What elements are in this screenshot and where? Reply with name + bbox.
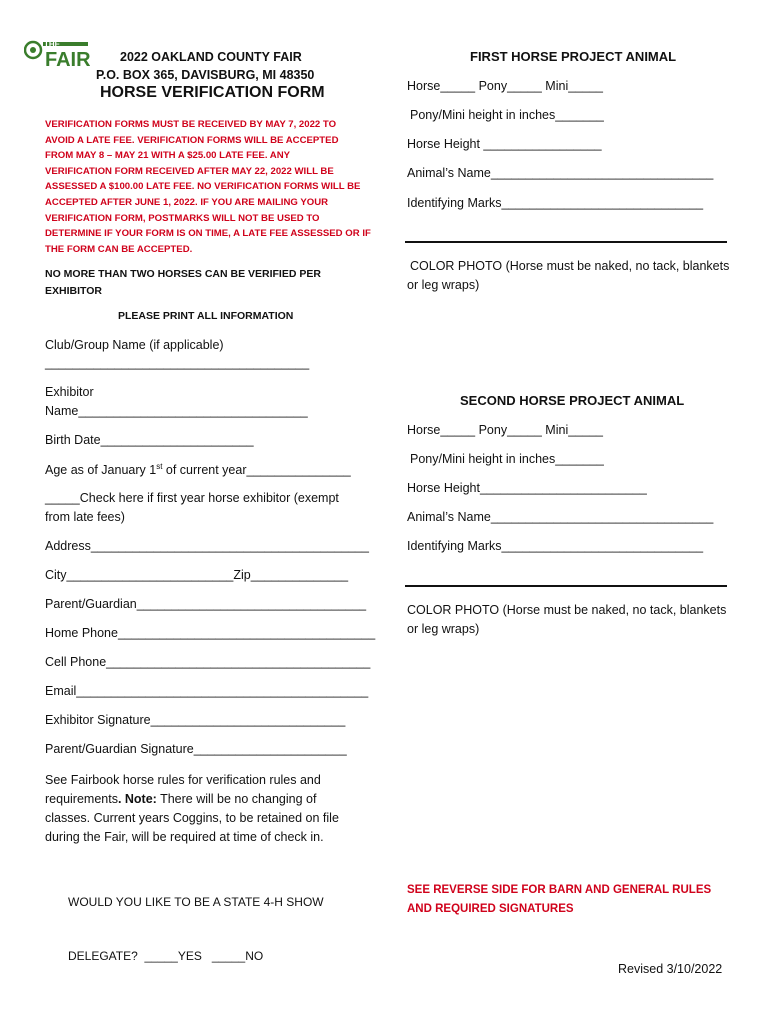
photo-note-line: or leg wraps) [407,278,480,292]
age-suffix: of current year_______________ [162,463,351,478]
photo-note-line: COLOR PHOTO (Horse must be naked, no tack, blankets [407,603,727,617]
reverse-side-note [407,881,711,919]
reverse-note-line: SEE REVERSE SIDE FOR BARN AND GENERAL RULES [407,884,712,896]
fairbook-note-label: . Note: [117,792,157,806]
logo-text-top: THE [44,40,60,49]
first-horse-height-field[interactable]: Horse Height _________________ [407,137,602,151]
second-animal-type-field[interactable]: Horse_____ Pony_____ Mini_____ [407,423,603,437]
fair-logo [24,38,90,68]
warning-line: VERIFICATION FORM RECEIVED AFTER MAY 22, 2022 WILL BE [45,165,334,177]
fairbook-no-changes: There will be no changing of [156,792,317,806]
warning-line: VERIFICATION FORMS MUST BE RECEIVED BY MAY 7, 2022 TO [45,119,337,130]
exhibitor-name-field[interactable]: Name_________________________________ [45,404,308,418]
first-year-note: from late fees) [45,510,125,524]
fairbook-requirements: requirements [45,792,118,806]
birth-date-field[interactable]: Birth Date______________________ [45,433,254,447]
first-identifying-marks-field[interactable]: Identifying Marks_____________________________ [407,196,704,210]
cell-phone-field[interactable]: Cell Phone______________________________________ [45,655,371,669]
warning-line: FROM MAY 8 – MAY 21 WITH A $25.00 LATE FEE. ANY [45,150,291,162]
reverse-note-line: AND REQUIRED SIGNATURES [407,903,574,915]
address-field[interactable]: Address________________________________________ [45,539,369,553]
fairbook-line: classes. Current years Coggins, to be retained on file [45,811,339,825]
warning-line: VERIFICATION FORM, POSTMARKS WILL NOT BE USED TO [45,212,320,224]
late-fee-warning [45,117,371,257]
delegate-line: WOULD YOU LIKE TO BE A STATE 4-H SHOW [68,895,324,909]
club-name-label: Club/Group Name (if applicable) [45,338,224,352]
second-photo-note [407,601,726,639]
first-animal-type-field[interactable]: Horse_____ Pony_____ Mini_____ [407,79,603,93]
warning-line: ACCEPTED AFTER JUNE 1, 2022. IF YOU ARE MAILING YOUR [45,196,329,208]
city-zip-field[interactable]: City________________________Zip______________ [45,568,349,582]
second-animal-title: SECOND HORSE PROJECT ANIMAL [460,393,685,408]
fairbook-line [45,790,339,809]
exhibitor-signature-field[interactable]: Exhibitor Signature____________________________ [45,713,346,727]
age-field[interactable] [45,462,351,477]
first-pony-height-field[interactable]: Pony/Mini height in inches_______ [410,108,604,122]
warning-line: AVOID A LATE FEE. VERIFICATION FORMS WILL BE ACCEPTED [45,134,339,146]
print-note: PLEASE PRINT ALL INFORMATION [118,310,294,322]
fair-address: P.O. BOX 365, DAVISBURG, MI 48350 [96,68,315,82]
fairbook-line: See Fairbook horse rules for verification rules and [45,773,321,787]
photo-note-line: or leg wraps) [407,622,480,636]
delegate-question[interactable] [68,857,324,983]
horse-limit-line: NO MORE THAN TWO HORSES CAN BE VERIFIED PER [45,268,321,280]
parent-signature-field[interactable]: Parent/Guardian Signature______________________ [45,742,347,756]
fairbook-note [45,771,339,847]
first-animal-name-field[interactable]: Animal’s Name________________________________ [407,166,714,180]
first-animal-title: FIRST HORSE PROJECT ANIMAL [470,49,677,64]
horse-limit-note [45,266,321,300]
fair-logo-graphic [24,38,90,68]
form-title: HORSE VERIFICATION FORM [100,84,325,101]
second-animal-divider [405,585,727,587]
second-pony-height-field[interactable]: Pony/Mini height in inches_______ [410,452,604,466]
warning-line: ASSESSED A $100.00 LATE FEE. NO VERIFICATION FORMS WILL BE [45,181,361,193]
home-phone-field[interactable]: Home Phone_____________________________________ [45,626,376,640]
age-superscript: st [156,462,163,471]
logo-text-main: FAIR [45,49,90,68]
email-field[interactable]: Email__________________________________________ [45,684,369,698]
parent-guardian-field[interactable]: Parent/Guardian_________________________________ [45,597,367,611]
second-horse-height-field[interactable]: Horse Height________________________ [407,481,647,495]
warning-line: THE FORM CAN BE ACCEPTED. [45,243,193,255]
exhibitor-label: Exhibitor [45,385,94,399]
second-animal-name-field[interactable]: Animal’s Name________________________________ [407,510,714,524]
second-identifying-marks-field[interactable]: Identifying Marks_____________________________ [407,539,704,553]
photo-note-line: COLOR PHOTO (Horse must be naked, no tack, blankets [410,259,730,273]
first-animal-divider [405,241,727,243]
club-name-field[interactable]: ______________________________________ [45,356,310,370]
age-prefix: Age as of January 1 [45,463,157,478]
first-photo-note [407,257,729,295]
revised-date: Revised 3/10/2022 [618,962,723,976]
fair-name: 2022 OAKLAND COUNTY FAIR [120,50,302,64]
delegate-line[interactable]: DELEGATE? _____YES _____NO [68,949,264,963]
first-year-checkbox[interactable]: _____Check here if first year horse exhibitor (exempt [45,491,339,505]
fairbook-line: during the Fair, will be required at time of check in. [45,830,324,844]
warning-line: DETERMINE IF YOUR FORM IS ON TIME, A LATE FEE ASSESSED OR IF [45,228,371,240]
horse-limit-line: EXHIBITOR [45,285,102,297]
